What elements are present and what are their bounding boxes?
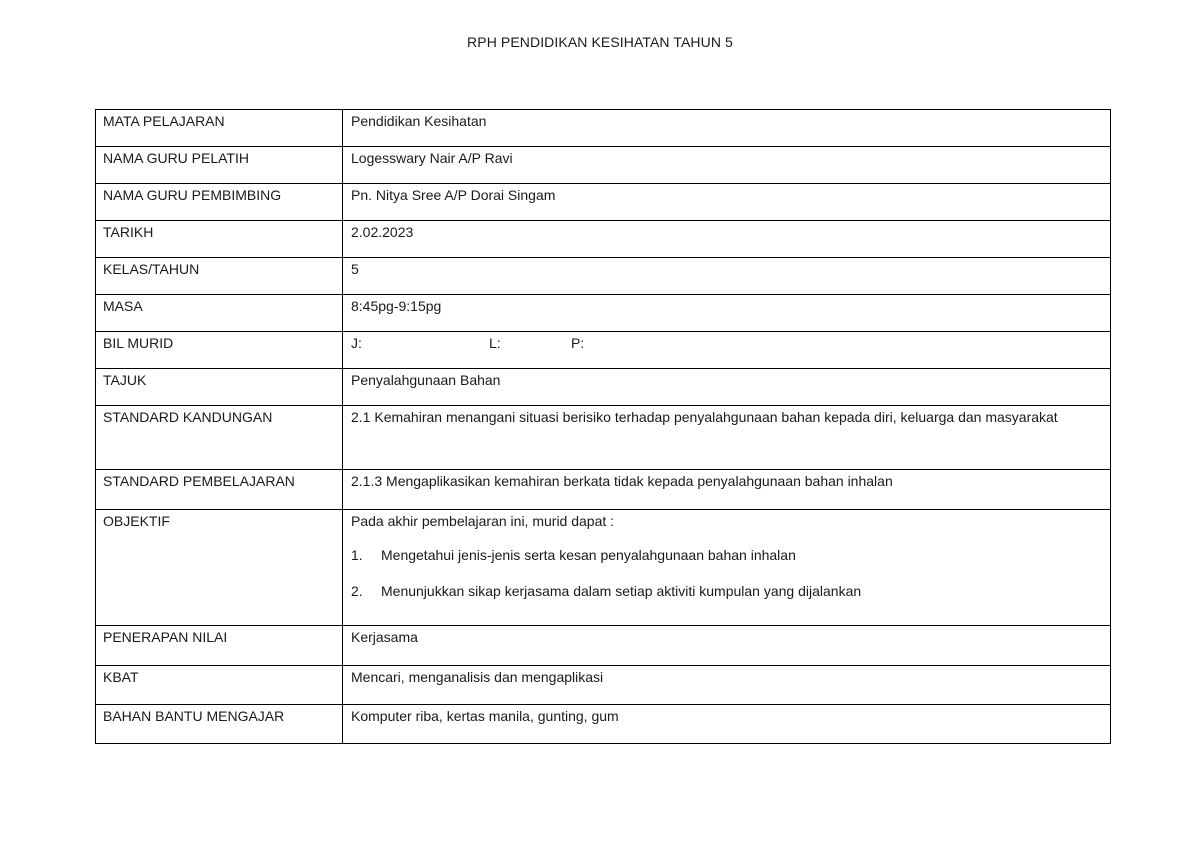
document-title: RPH PENDIDIKAN KESIHATAN TAHUN 5 — [467, 34, 733, 50]
row-label: NAMA GURU PEMBIMBING — [96, 184, 343, 221]
table-row — [96, 666, 1111, 705]
row-label: TAJUK — [96, 369, 343, 406]
row-label: BIL MURID — [96, 332, 343, 369]
student-count-male: L: — [489, 335, 501, 351]
row-label: TARIKH — [96, 221, 343, 258]
mentor-teacher-value: Pn. Nitya Sree A/P Dorai Singam — [343, 184, 1111, 221]
class-year-value: 5 — [343, 258, 1111, 295]
objective-text: Mengetahui jenis-jenis serta kesan penyalahgunaan bahan inhalan — [381, 547, 796, 563]
table-row — [96, 110, 1111, 147]
table-row — [96, 510, 1111, 626]
table-row — [96, 705, 1111, 744]
topic-value: Penyalahgunaan Bahan — [343, 369, 1111, 406]
row-label: MASA — [96, 295, 343, 332]
table-row — [96, 626, 1111, 666]
table-row — [96, 332, 1111, 369]
row-label: KBAT — [96, 666, 343, 705]
list-item — [351, 546, 1103, 564]
student-count-total: J: — [351, 335, 362, 351]
content-standard-cell — [343, 406, 1111, 470]
row-label: OBJEKTIF — [96, 510, 343, 626]
row-label: PENERAPAN NILAI — [96, 626, 343, 666]
hots-value: Mencari, menganalisis dan mengaplikasi — [343, 666, 1111, 705]
table-row — [96, 147, 1111, 184]
row-label: BAHAN BANTU MENGAJAR — [96, 705, 343, 744]
row-label: NAMA GURU PELATIH — [96, 147, 343, 184]
row-label: STANDARD KANDUNGAN — [96, 406, 343, 470]
teaching-aids-value: Komputer riba, kertas manila, gunting, gum — [343, 705, 1111, 744]
lesson-plan-table — [95, 109, 1111, 744]
objective-number: 1. — [351, 547, 363, 563]
table-row — [96, 258, 1111, 295]
table-row — [96, 369, 1111, 406]
subject-value: Pendidikan Kesihatan — [343, 110, 1111, 147]
table-row — [96, 406, 1111, 470]
objective-number: 2. — [351, 583, 363, 599]
objective-text: Menunjukkan sikap kerjasama dalam setiap aktiviti kumpulan yang dijalankan — [381, 583, 862, 599]
values-value: Kerjasama — [343, 626, 1111, 666]
time-value: 8:45pg-9:15pg — [343, 295, 1111, 332]
table-row — [96, 295, 1111, 332]
content-standard-value: 2.1 Kemahiran menangani situasi berisiko terhadap penyalahgunaan bahan kepada diri, keluarga dan masyarakat — [351, 409, 1058, 425]
row-label: STANDARD PEMBELAJARAN — [96, 470, 343, 510]
student-count-cell — [343, 332, 1111, 369]
objectives-cell — [343, 510, 1111, 626]
date-value: 2.02.2023 — [343, 221, 1111, 258]
list-item — [351, 582, 1103, 600]
row-label: MATA PELAJARAN — [96, 110, 343, 147]
row-label: KELAS/TAHUN — [96, 258, 343, 295]
objectives-list — [351, 546, 1103, 600]
table-row — [96, 221, 1111, 258]
table-row — [96, 470, 1111, 510]
trainee-teacher-value: Logesswary Nair A/P Ravi — [343, 147, 1111, 184]
table-row — [96, 184, 1111, 221]
objectives-intro: Pada akhir pembelajaran ini, murid dapat : — [351, 513, 615, 529]
student-count-female: P: — [571, 335, 585, 351]
learning-standard-value: 2.1.3 Mengaplikasikan kemahiran berkata tidak kepada penyalahgunaan bahan inhalan — [343, 470, 1111, 510]
